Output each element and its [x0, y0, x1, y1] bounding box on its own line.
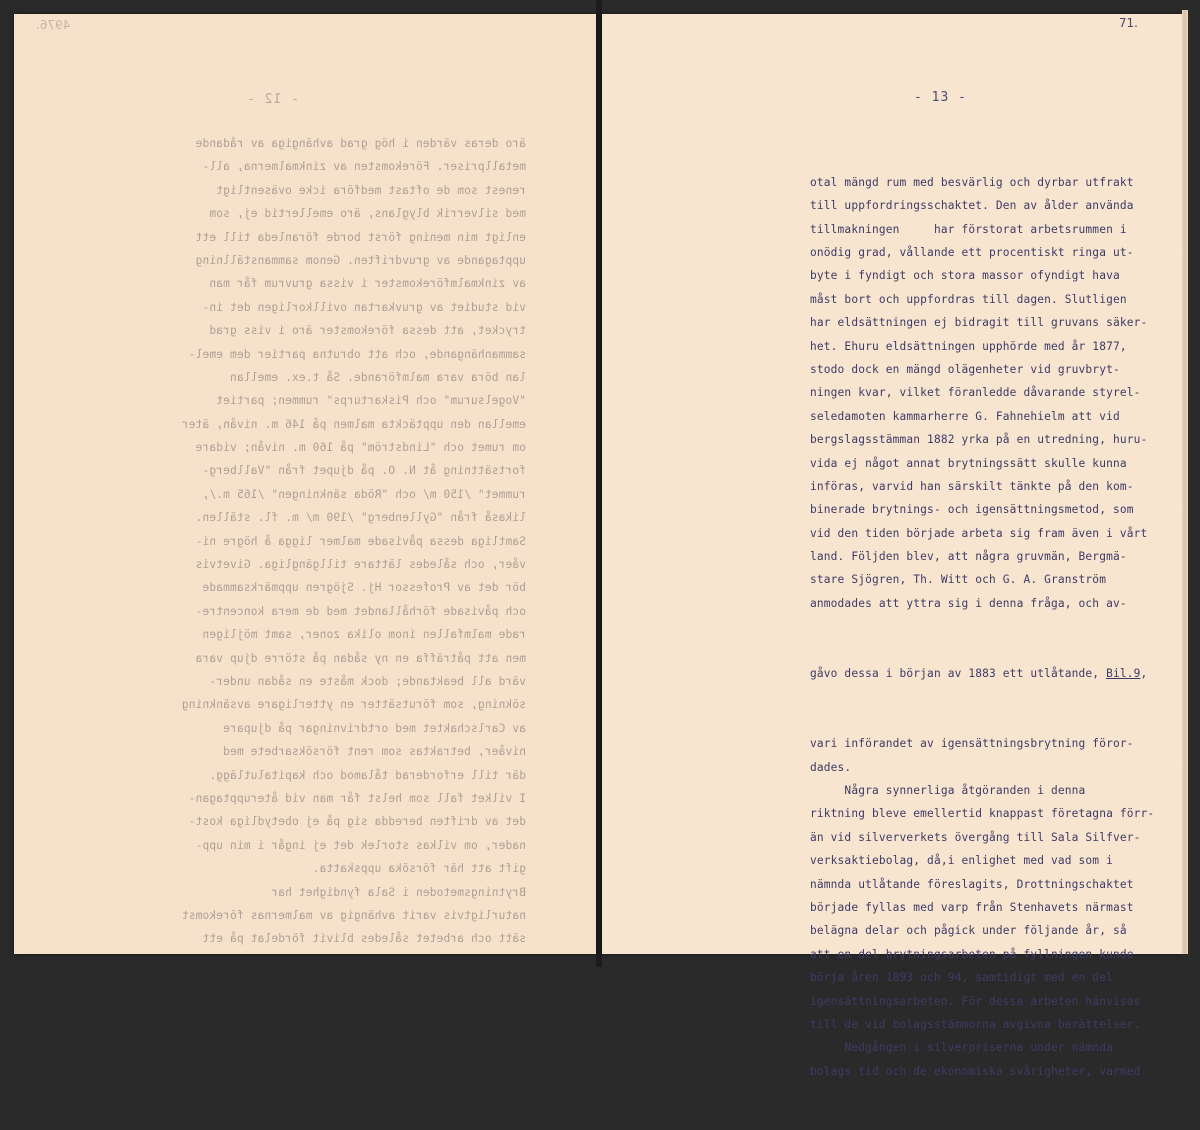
text-line: otal mängd rum med besvärlig och dyrbar utfrakt — [810, 175, 1134, 189]
page-edge-stack — [1182, 10, 1188, 954]
bleed-through-line: av zinkmalmförekomster i vissa gruvrum får man — [209, 277, 526, 291]
bleed-through-line: av Carlschaktet med ortdrivningar på djupare — [223, 721, 526, 735]
bleed-through-line: "Vogelsurum" och Piskarturps" rummen; partiet — [216, 394, 526, 408]
text-line: vid den tiden började arbeta sig fram även i vårt — [810, 526, 1148, 540]
left-corner-mark: 4976. — [36, 18, 71, 32]
text-line: anmodades att yttra sig i denna fråga, och av- — [810, 596, 1127, 610]
right-lines-group-a — [810, 171, 1154, 615]
bleed-through-line: om rumet och "Lindström" på 160 m. nivån; vidare — [195, 441, 526, 455]
text-line: än vid silververkets övergång till Sala Silfver- — [810, 830, 1141, 844]
text-line: till uppfordringsschaktet. Den av ålder använda — [810, 199, 1134, 213]
bleed-through-line: lan böra vara malmförande. Så t.ex. emellan — [229, 370, 526, 384]
text-line: att en del brytningsarbeten på fyllningen kunde — [810, 947, 1134, 961]
left-page-number: - 12 - — [246, 92, 299, 107]
text-line: Nedgången i silverpriserna under nämnda — [810, 1041, 1113, 1055]
text-line: het. Ehuru eldsättningen upphörde med år 1877, — [810, 339, 1127, 353]
bleed-through-line: I vilket fall som helst får man vid återupptagan- — [188, 791, 526, 805]
text-line: Några synnerliga åtgöranden i denna — [810, 784, 1086, 798]
text-line: land. Följden blev, att några gruvmän, Bergmä- — [810, 550, 1127, 564]
text-line: införas, varvid han särskilt tänkte på den kom- — [810, 479, 1134, 493]
text-line: verksaktiebolag, då,i enlighet med vad som i — [810, 854, 1113, 868]
text-line: vida ej något annat brytningssätt skulle kunna — [810, 456, 1127, 470]
bleed-through-line: det av driften beredda sig på ej obetydliga kost- — [188, 815, 526, 829]
text-line: stodo dock en mängd olägenheter vid gruvbryt- — [810, 362, 1120, 376]
bil-reference-line — [810, 662, 1154, 685]
bil-line-prefix: gåvo dessa i början av 1883 ett utlåtande, — [810, 667, 1107, 681]
text-line: till de vid bolagsstämmorna avgivna berättelser. — [810, 1017, 1141, 1031]
text-line: byte i fyndigt och stora massor ofyndigt hava — [810, 269, 1120, 283]
text-line: började fyllas med varp från Stenhavets närmast — [810, 900, 1134, 914]
right-page-number: - 13 - — [914, 90, 967, 105]
left-page-text — [182, 132, 526, 951]
bleed-through-line: nivåer, betraktas som rent försöksarbete med — [223, 745, 526, 759]
text-line: dades. — [810, 760, 852, 774]
bleed-through-line: fortsättning åt N. O. på djupet från "Vallberg- — [202, 464, 526, 478]
bil-reference: Bil.9 — [1106, 667, 1141, 681]
text-line: igensättningsarbeten. För dessa arbeten hänvisas — [810, 994, 1141, 1008]
bleed-through-line: renest som de oftast medföra icke oväsentligt — [216, 183, 526, 197]
bleed-through-line: rade malmfallen inom olika zoner, samt möjligen — [202, 628, 526, 642]
bleed-through-line: sätt och arbetet således blivit fördelat på ett — [202, 932, 526, 946]
bleed-through-line: men att påträffa en ny sådan på större djup vara — [195, 651, 526, 665]
text-line: riktning bleve emellertid knappast företagna förr- — [810, 807, 1155, 821]
bleed-through-line: äro deras värden i hög grad avhängiga av rådande — [195, 137, 526, 150]
bleed-through-line: och påvisade förhållandet med de mera koncentre- — [195, 604, 526, 618]
bleed-through-line: enligt min mening först borde föranleda till ett — [195, 230, 526, 244]
bleed-through-line: emellan den upptäckta malmen på 146 m. nivån, äter — [181, 417, 526, 431]
text-line: stare Sjögren, Th. Witt och G. A. Granström — [810, 573, 1107, 587]
text-line: nämnda utlåtande föreslagits, Drottningschaktet — [810, 877, 1134, 891]
bleed-through-line: nader, om vilkas storlek det ej ingår i min upp- — [195, 838, 526, 852]
text-line: belägna delar och pågick under följande år, så — [810, 924, 1127, 938]
right-corner-mark: 71. — [1118, 16, 1138, 30]
text-line: tillmakningen har förstorat arbetsrummen i — [810, 222, 1127, 236]
bleed-through-line: vid studiet av gruvkartan ovillkorligen det in- — [202, 300, 526, 314]
text-line: seledamoten kammarherre G. Fahnehielm att vid — [810, 409, 1120, 423]
bleed-through-line: likaså från "Gyllenberg" /190 m/ m. fl. ställen. — [195, 511, 526, 525]
text-line: onödig grad, vållande ett procentiskt ringa ut- — [810, 245, 1134, 259]
bil-line-suffix: , — [1140, 667, 1148, 681]
text-line: bergslagsstämman 1882 yrka på en utredning, huru- — [810, 433, 1148, 447]
text-line: bolags tid och de ekonomiska svårigheter, varmed — [810, 1064, 1141, 1078]
bleed-through-line: upptagande av gruvdriften. Genom sammanställning — [195, 253, 526, 267]
text-line: vari införandet av igensättningsbrytning föror- — [810, 737, 1134, 751]
bleed-through-line: metallpriser. Förekomsten av zinkmalmerna, all- — [202, 160, 526, 174]
bleed-through-line: gift att här försöka uppskatta. — [312, 862, 526, 876]
text-line: ningen kvar, vilket föranledde dåvarande styrel- — [810, 386, 1141, 400]
left-page — [14, 14, 596, 954]
text-line: binerade brytnings- och igensättningsmetod, som — [810, 503, 1134, 517]
bleed-through-line: med silverrik blyglans, äro emellertid ej, som — [209, 207, 526, 221]
right-page — [602, 14, 1182, 1078]
bleed-through-line: där till erforderad tålamod och kapitalutlägg. — [209, 768, 526, 782]
right-page-text — [810, 124, 1154, 1130]
bleed-through-line: sammanhängande, och att obrutna partier dem emel- — [188, 347, 526, 361]
bleed-through-line: bör det av Professor Hj. Sjögren uppmärksammade — [202, 581, 526, 595]
bleed-through-line: värd all beaktande; dock måste en sådan under- — [209, 674, 526, 688]
bleed-through-line: rummet" /150 m/ och "Röda sänkningen" /165 m./, — [202, 487, 526, 501]
right-lines-group-b — [810, 732, 1154, 1083]
bleed-through-line: trycket, att dessa förekomster äro i viss grad — [209, 324, 526, 338]
bleed-through-line: sökning, som förutsätter en ytterligare avsänkning — [181, 698, 526, 712]
bleed-through-line: Samtliga dessa påvisade malmer ligga å högre ni- — [195, 534, 526, 548]
bleed-through-line: våer, och således lättare tillgängliga. Givetvis — [195, 558, 526, 572]
bleed-through-heading-line: Brytningsmetoden i Sala fyndighet har — [271, 885, 526, 899]
text-line: måst bort och uppfordras till dagen. Slutligen — [810, 292, 1127, 306]
bleed-through-line: naturligtvis varit avhängig av malmernas förekomst — [181, 908, 526, 922]
text-line: har eldsättningen ej bidragit till gruvans säker- — [810, 316, 1148, 330]
text-line: börja åren 1893 och 94, samtidigt med en del — [810, 971, 1113, 985]
